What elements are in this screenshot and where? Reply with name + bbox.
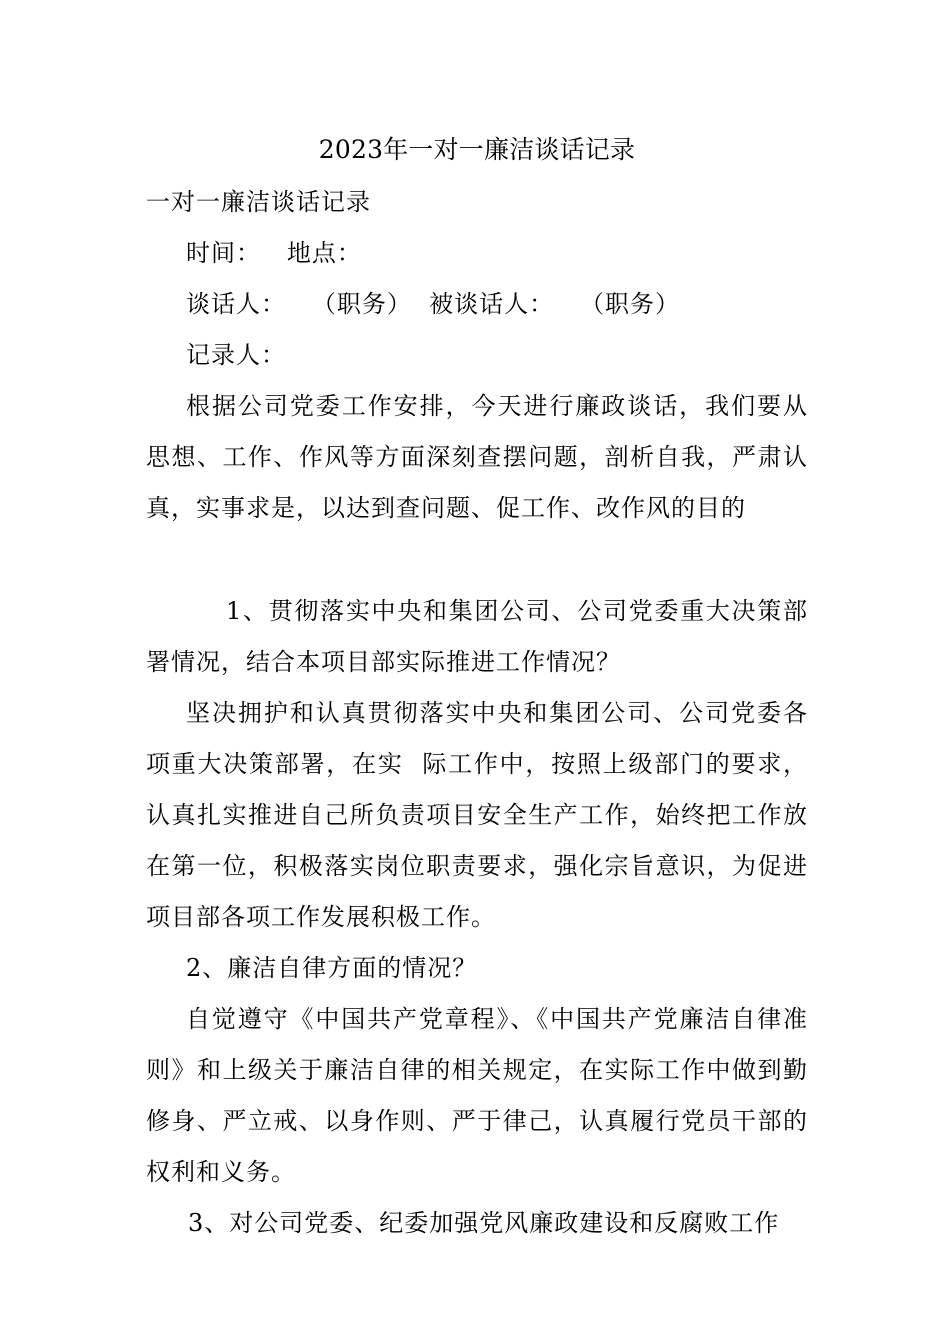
- document-subtitle: 一对一廉洁谈话记录: [146, 188, 371, 216]
- participants-line: 谈话人： （职务） 被谈话人： （职务）: [186, 290, 681, 318]
- blank-line: [146, 534, 808, 586]
- question-1: 1、贯彻落实中央和集团公司、公司党委重大决策部署情况，结合本项目部实际推进工作情况？: [146, 597, 808, 676]
- document-body: [146, 128, 808, 1249]
- answer-1: 坚决拥护和认真贯彻落实中央和集团公司、公司党委各项重大决策部署，在实 际工作中，按照上级部门的要求，认真扎实推进自己所负责项目安全生产工作，始终把工作放在第一位，积极落实岗位职责要求，强化宗旨意识，为促进项目部各项工作发展积极工作。: [146, 699, 808, 931]
- document-title: 2023年一对一廉洁谈话记录: [318, 135, 636, 164]
- answer-2: 自觉遵守《中国共产党章程》、《中国共产党廉洁自律准则》和上级关于廉洁自律的相关规定，在实际工作中做到勤修身、严立戒、以身作则、严于律己，认真履行党员干部的权利和义务。: [146, 1005, 808, 1186]
- time-place-line: 时间： 地点：: [186, 239, 362, 267]
- recorder-line: 记录人：: [186, 341, 286, 369]
- intro-paragraph: 根据公司党委工作安排，今天进行廉政谈话，我们要从思想、工作、作风等方面深刻查摆问题，剖析自我，严肃认真，实事求是，以达到查问题、促工作、改作风的目的: [146, 392, 808, 522]
- question-3: 3、对公司党委、纪委加强党风廉政建设和反腐败工作: [188, 1209, 780, 1237]
- question-2: 2、廉洁自律方面的情况？: [186, 954, 478, 982]
